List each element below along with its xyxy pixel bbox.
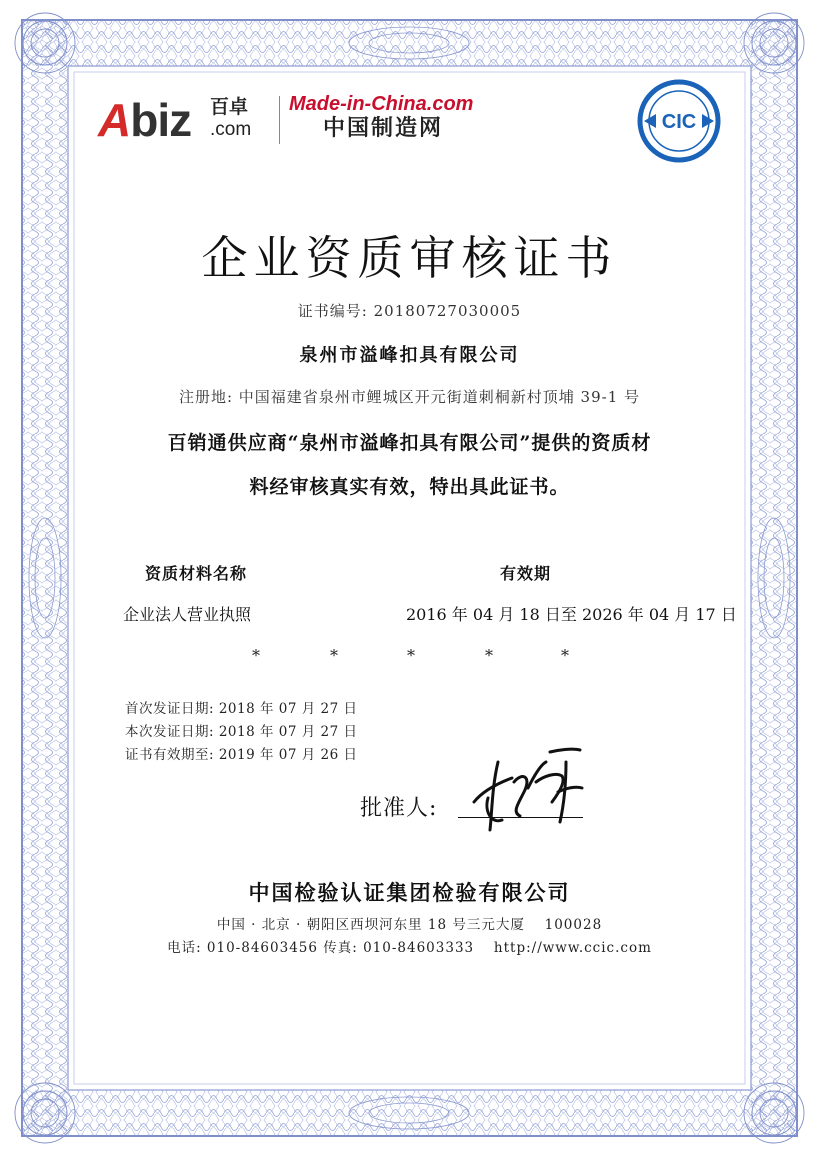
made-in-china-logo-en: Made-in-China.com bbox=[289, 93, 474, 115]
abiz-logo-word: biz bbox=[130, 94, 192, 146]
separator-star: * bbox=[561, 646, 569, 665]
ccic-logo bbox=[636, 78, 722, 164]
made-in-china-logo bbox=[289, 92, 479, 148]
abiz-logo-domain: .com bbox=[210, 119, 252, 140]
approver-label: 批准人: bbox=[360, 796, 438, 821]
abiz-logo-cn: 百卓 bbox=[210, 96, 249, 118]
separator-star: * bbox=[330, 646, 338, 665]
made-in-china-logo-cn: 中国制造网 bbox=[323, 116, 444, 141]
valid-until-date: 证书有效期至: 2019 年 07 月 26 日 bbox=[125, 747, 358, 763]
table-row-validity: 2016 年 04 月 18 日至 2026 年 04 月 17 日 bbox=[406, 605, 737, 624]
current-issue-date: 本次发证日期: 2018 年 07 月 27 日 bbox=[125, 724, 358, 740]
table-row-material: 企业法人营业执照 bbox=[123, 605, 252, 624]
separator-star: * bbox=[252, 646, 260, 665]
statement-line-1: 百销通供应商“泉州市溢峰扣具有限公司”提供的资质材 bbox=[167, 432, 652, 454]
handwritten-signature bbox=[462, 742, 587, 837]
header-validity-period: 有效期 bbox=[500, 564, 552, 583]
issuer-address: 中国 · 北京 · 朝阳区西坝河东里 18 号三元大厦 100028 bbox=[216, 917, 603, 933]
ccic-logo-text: CIC bbox=[661, 111, 697, 133]
separator-star: * bbox=[485, 646, 493, 665]
abiz-logo bbox=[98, 92, 268, 148]
separator-star: * bbox=[407, 646, 415, 665]
abiz-logo-a: A bbox=[98, 94, 131, 146]
first-issue-date: 首次发证日期: 2018 年 07 月 27 日 bbox=[125, 701, 358, 717]
registered-address: 注册地: 中国福建省泉州市鲤城区开元街道刺桐新村顶埔 39-1 号 bbox=[178, 388, 641, 406]
issuer-contact: 电话: 010-84603456 传真: 010-84603333 http://www.ccic.com bbox=[167, 940, 652, 956]
statement-line-2: 料经审核真实有效，特出具此证书。 bbox=[249, 476, 570, 498]
header-material-name: 资质材料名称 bbox=[145, 564, 248, 583]
certificate-title: 企业资质审核证书 bbox=[201, 231, 618, 285]
company-name: 泉州市溢峰扣具有限公司 bbox=[299, 345, 520, 366]
issuer-name: 中国检验认证集团检验有限公司 bbox=[248, 880, 571, 905]
certificate-number: 证书编号: 20180727030005 bbox=[297, 302, 522, 320]
logo-divider bbox=[279, 96, 280, 144]
